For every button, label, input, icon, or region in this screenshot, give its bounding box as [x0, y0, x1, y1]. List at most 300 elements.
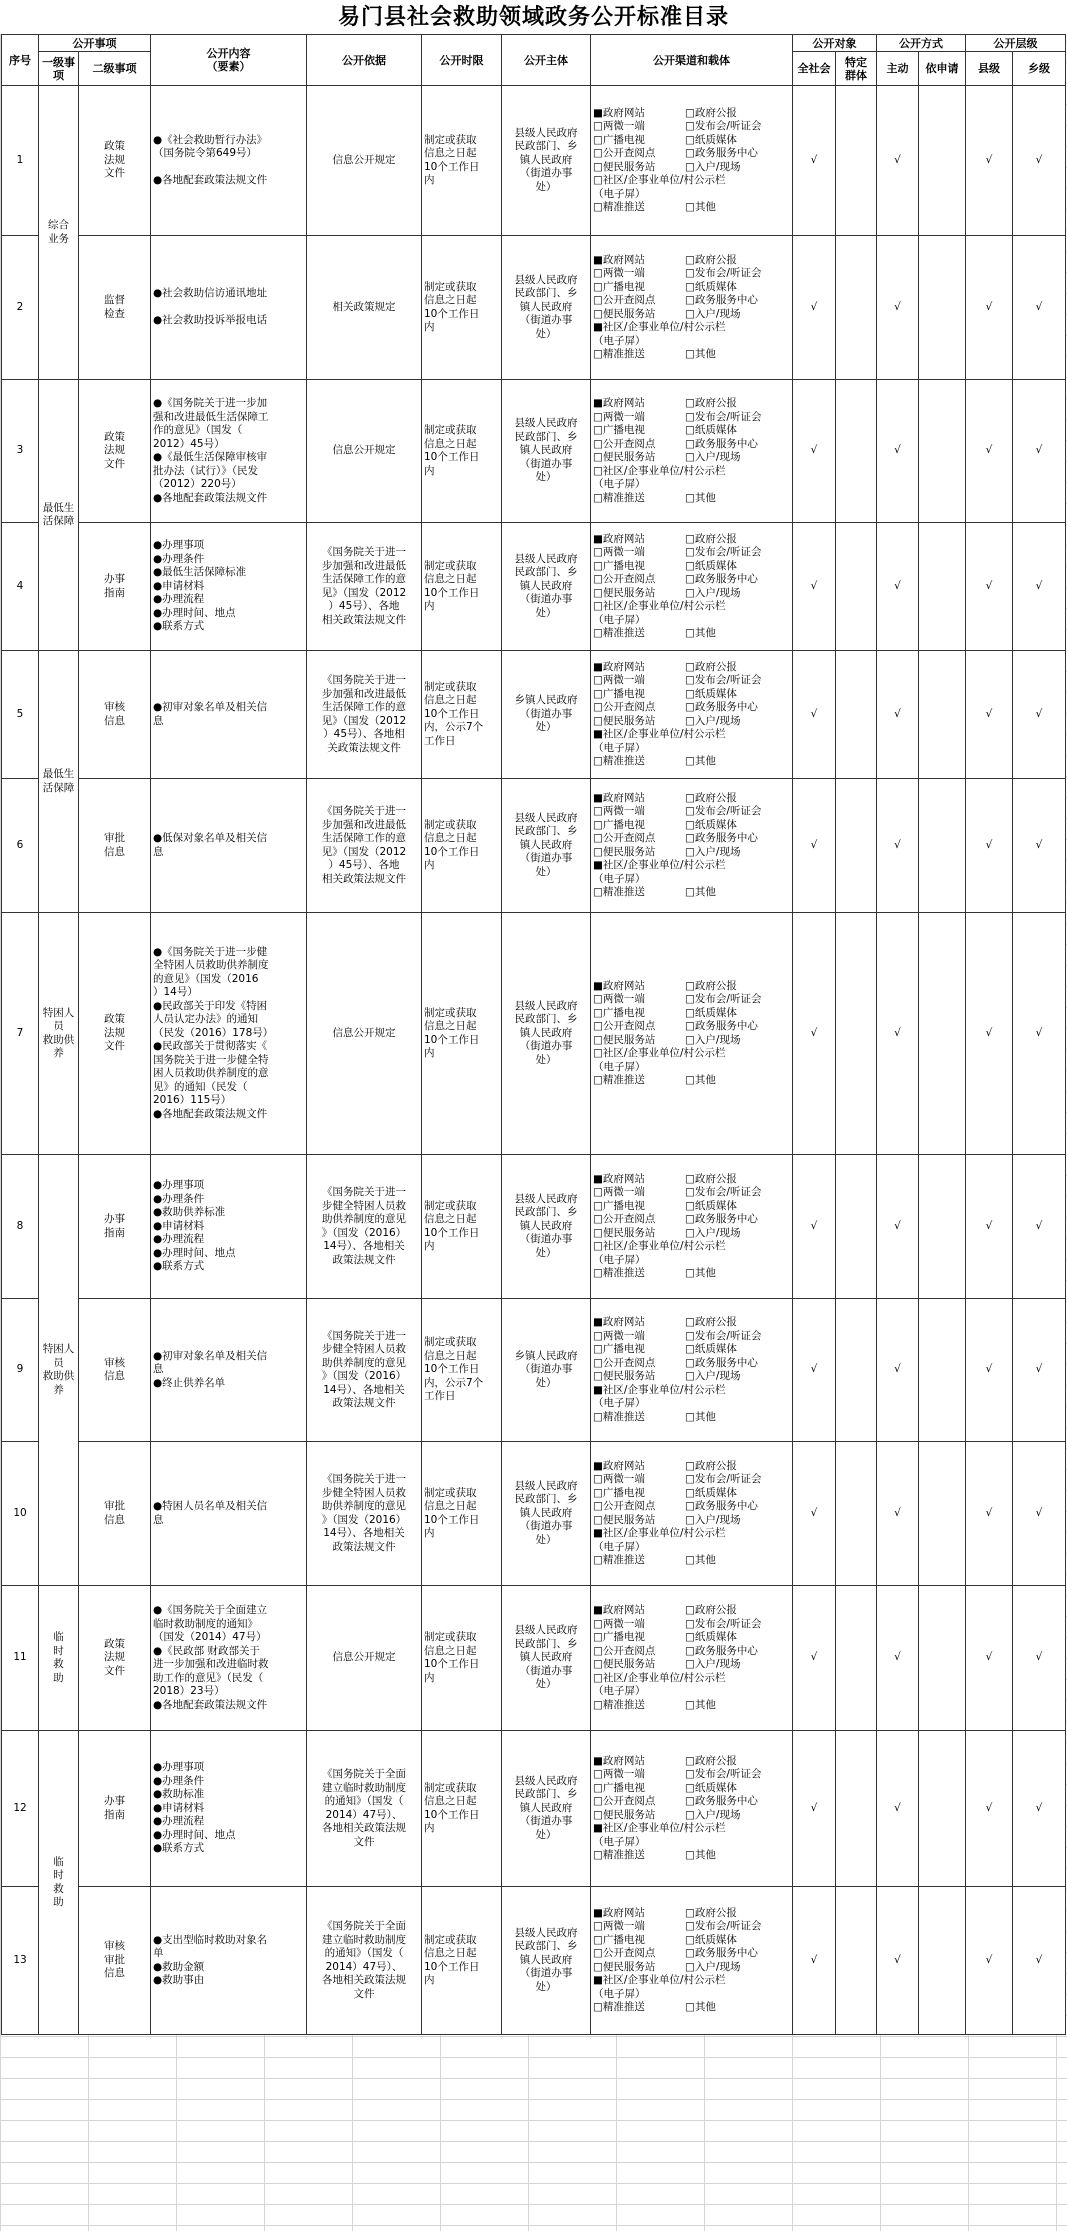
checked-box-icon: ■ [593, 253, 603, 266]
basis-cell: 《国务院关于进一 步健全特困人员救 助供养制度的意见 》（国发（2016） 14号）、各地相关 政策法规文件 [307, 1442, 422, 1586]
check-target-specific [836, 86, 877, 236]
channel-slot [685, 1074, 716, 1088]
channel-slot [593, 120, 685, 134]
channel-label: 两微一端 [602, 1329, 645, 1342]
channel-slot [593, 267, 685, 281]
empty-box-icon: □ [593, 437, 603, 450]
check-target-specific [836, 1586, 877, 1731]
check-level-township: √ [1013, 1586, 1066, 1731]
channel-two-wei [593, 1330, 645, 1342]
channel-paper [685, 1782, 737, 1794]
empty-box-icon: □ [593, 1960, 603, 1973]
empty-box-icon: □ [685, 1768, 695, 1780]
channel-label: 纸质媒体 [694, 280, 737, 293]
channel-slot [685, 546, 761, 560]
level2-cell: 审核 审批 信息 [79, 1887, 151, 2035]
channel-slot [593, 1007, 685, 1021]
channel-label: 政府网站 [602, 660, 645, 673]
contents-cell: ●支出型临时救助对象名 单 ●救助金额 ●救助事由 [151, 1887, 307, 2035]
channel-label: 发布会/听证会 [694, 410, 762, 423]
channel-slot [593, 1227, 685, 1241]
header-mode-request: 依申请 [919, 52, 966, 86]
channel-label: 政府公报 [694, 106, 737, 119]
channel-slot [593, 792, 685, 806]
channels-cell [591, 651, 793, 779]
empty-box-icon: □ [593, 1226, 603, 1239]
check-mode-request [919, 1299, 966, 1442]
empty-box-icon: □ [685, 1644, 695, 1657]
channel-line [593, 1213, 790, 1227]
empty-box-icon: □ [685, 1617, 695, 1630]
check-target-all: √ [793, 86, 836, 236]
channel-label: 公开查阅点 [602, 701, 656, 713]
channel-service-center [685, 294, 758, 306]
empty-box-icon: □ [685, 1343, 695, 1355]
channel-line [593, 792, 790, 806]
channel-label: 政府网站 [602, 791, 645, 804]
level2-cell: 办事 指南 [79, 1155, 151, 1299]
channel-label: 纸质媒体 [694, 424, 737, 436]
check-target-all: √ [793, 913, 836, 1155]
channel-label: 政务服务中心 [694, 1356, 758, 1369]
channel-line [593, 715, 790, 729]
channel-line [593, 335, 790, 349]
channel-slot [593, 2001, 685, 2015]
channel-label: 广播电视 [602, 1781, 645, 1794]
channel-label: 政府公报 [694, 1754, 737, 1767]
channel-label: 发布会/听证会 [694, 1920, 762, 1932]
empty-box-icon: □ [593, 1213, 603, 1225]
channel-paper [685, 281, 737, 293]
check-level-township: √ [1013, 779, 1066, 913]
channel-gazette [685, 1604, 737, 1616]
channel-broadcast [593, 1631, 645, 1643]
contents-cell: ●低保对象名单及相关信 息 [151, 779, 307, 913]
channel-query [593, 1645, 655, 1657]
basis-cell: 信息公开规定 [307, 913, 422, 1155]
channel-slot [593, 993, 685, 1007]
channel-label: 精准推送 [602, 201, 645, 213]
subject-cell: 县级人民政府 民政部门、乡 镇人民政府 （街道办事 处） [502, 779, 591, 913]
check-mode-active: √ [877, 1299, 919, 1442]
channel-service-station [593, 1227, 655, 1239]
channel-label: 政务服务中心 [694, 437, 758, 450]
channel-label: 精准推送 [602, 1410, 645, 1423]
channel-slot [685, 1658, 740, 1672]
check-target-all: √ [793, 779, 836, 913]
channel-slot [593, 755, 685, 769]
channel-gazette [685, 533, 737, 545]
channel-label: 政府公报 [694, 532, 737, 545]
table-row [2, 1887, 1066, 2035]
empty-box-icon: □ [685, 1033, 695, 1046]
channel-push [593, 492, 645, 504]
channel-label: 公开查阅点 [602, 573, 656, 585]
channel-line [593, 1343, 790, 1357]
empty-box-icon: □ [685, 424, 695, 436]
channel-door [685, 1961, 740, 1973]
channel-press [685, 993, 761, 1005]
channel-line [593, 147, 790, 161]
channel-other [685, 1849, 716, 1861]
check-mode-request [919, 1442, 966, 1586]
channel-label: 其他 [694, 2001, 716, 2013]
time-cell: 制定或获取 信息之日起 10个工作日 内 [422, 1442, 502, 1586]
channel-slot [593, 1836, 646, 1850]
channel-label: 两微一端 [602, 1473, 645, 1485]
channel-label: 广播电视 [602, 133, 645, 146]
empty-box-icon: □ [685, 1020, 695, 1032]
empty-box-icon: □ [593, 1033, 603, 1046]
empty-box-icon: □ [685, 1356, 695, 1369]
table-row [2, 1299, 1066, 1442]
channel-slot [593, 1500, 685, 1514]
channel-label: 纸质媒体 [694, 1781, 737, 1794]
subject-cell: 县级人民政府 民政部门、乡 镇人民政府 （街道办事 处） [502, 1731, 591, 1887]
channel-label: 入户/现场 [694, 160, 741, 173]
seq-cell: 5 [2, 651, 39, 779]
channel-label: 入户/现场 [694, 1658, 741, 1670]
channel-query [593, 1795, 655, 1807]
channel-line [593, 980, 790, 994]
channel-line [593, 1500, 790, 1514]
channel-gov-site [593, 533, 645, 545]
empty-box-icon: □ [685, 133, 695, 146]
empty-box-icon: □ [593, 424, 603, 436]
channel-slot [593, 1658, 685, 1672]
channel-label: 社区/企事业单位/村公示栏 [602, 600, 726, 612]
channel-label: 纸质媒体 [694, 1933, 737, 1946]
channel-slot [593, 438, 685, 452]
channel-slot [685, 1200, 737, 1214]
check-target-specific [836, 651, 877, 779]
channel-label: 其他 [694, 1267, 716, 1279]
channel-press [685, 1330, 761, 1342]
channel-label: 政府网站 [602, 1172, 645, 1185]
empty-box-icon: □ [685, 532, 695, 545]
time-cell: 制定或获取 信息之日起 10个工作日 内 [422, 236, 502, 380]
channel-slot [685, 1809, 740, 1823]
channel-slot [685, 1631, 737, 1645]
checked-box-icon: ■ [593, 979, 603, 992]
channel-slot [685, 1849, 716, 1863]
channel-gov-site [593, 792, 645, 804]
channel-press [685, 674, 761, 686]
empty-box-icon: □ [593, 491, 603, 504]
empty-box-icon: □ [685, 1795, 695, 1807]
level2-cell: 监督 检查 [79, 236, 151, 380]
check-level-county: √ [966, 913, 1013, 1155]
channel-label: 政务服务中心 [694, 1795, 758, 1807]
contents-cell: ●办理事项 ●办理条件 ●救助标准 ●申请材料 ●办理流程 ●办理时间、地点 ●联系方式 [151, 1731, 307, 1887]
empty-box-icon: □ [685, 660, 695, 673]
channel-label: 纸质媒体 [694, 818, 737, 831]
empty-box-icon: □ [593, 464, 603, 477]
channel-slot [593, 1527, 726, 1541]
channel-slot [593, 1554, 685, 1568]
channel-slot [685, 1330, 761, 1344]
empty-box-icon: □ [685, 714, 695, 727]
channels-cell [591, 913, 793, 1155]
header-level: 公开层级 [966, 35, 1066, 52]
empty-box-icon: □ [685, 160, 695, 173]
channel-label: 纸质媒体 [694, 1343, 737, 1355]
subject-cell: 乡镇人民政府 （街道办事 处） [502, 1299, 591, 1442]
empty-box-icon: □ [593, 627, 603, 639]
channel-label: 政府公报 [694, 1172, 737, 1185]
channel-label: 社区/企事业单位/村公示栏 [602, 321, 726, 333]
channel-label: 政务服务中心 [694, 1213, 758, 1225]
channel-label: 其他 [694, 1554, 716, 1566]
channel-slot [593, 254, 685, 268]
time-cell: 制定或获取 信息之日起 10个工作日 内 [422, 1731, 502, 1887]
channel-slot [593, 1782, 685, 1796]
channel-press [685, 1618, 761, 1630]
empty-box-icon: □ [685, 1186, 695, 1198]
empty-box-icon: □ [685, 1513, 695, 1526]
channel-label: 政务服务中心 [694, 573, 758, 585]
channel-label: 社区/企事业单位/村公示栏 [602, 1974, 726, 1986]
channel-line [593, 451, 790, 465]
level2-cell: 政策 法规 文件 [79, 1586, 151, 1731]
contents-cell: ●社会救助信访通讯地址 ●社会救助投诉举报电话 [151, 236, 307, 380]
channel-slot [593, 832, 685, 846]
empty-box-icon: □ [685, 1754, 695, 1767]
channel-service-center [685, 1500, 758, 1512]
channel-slot [685, 1934, 737, 1948]
time-cell: 制定或获取 信息之日起 10个工作日 内 [422, 86, 502, 236]
channel-line [593, 1074, 790, 1088]
check-level-county: √ [966, 1731, 1013, 1887]
channel-slot [593, 533, 685, 547]
channel-other [685, 348, 716, 360]
empty-box-icon: □ [593, 410, 603, 423]
channel-screen-note: （电子屏） [593, 1987, 646, 2000]
channel-two-wei [593, 993, 645, 1005]
empty-box-icon: □ [593, 1698, 603, 1711]
channel-label: 便民服务站 [602, 1808, 656, 1821]
time-cell: 制定或获取 信息之日起 10个工作日 内 [422, 1586, 502, 1731]
channel-line [593, 600, 790, 614]
channel-slot [593, 600, 726, 614]
header-basis: 公开依据 [307, 35, 422, 86]
empty-box-icon: □ [593, 1933, 603, 1946]
level2-cell: 办事 指南 [79, 1731, 151, 1887]
channel-slot [685, 1500, 758, 1514]
channel-label: 精准推送 [602, 627, 645, 639]
channel-line [593, 424, 790, 438]
channel-label: 广播电视 [602, 1199, 645, 1212]
channel-slot [685, 161, 740, 175]
check-target-all: √ [793, 651, 836, 779]
channels-cell [591, 779, 793, 913]
channel-slot [685, 1186, 761, 1200]
channel-line [593, 614, 790, 628]
check-mode-active: √ [877, 779, 919, 913]
channel-community [593, 859, 726, 871]
channel-line [593, 1988, 790, 2002]
channel-slot [685, 492, 716, 506]
channel-slot [685, 1604, 737, 1618]
channel-slot [593, 1618, 685, 1632]
empty-box-icon: □ [593, 1240, 603, 1252]
channel-line [593, 1672, 790, 1686]
subject-cell: 县级人民政府 民政部门、乡 镇人民政府 （街道办事 处） [502, 1442, 591, 1586]
channel-two-wei [593, 411, 645, 423]
channel-service-station [593, 1809, 655, 1821]
empty-box-icon: □ [685, 1920, 695, 1932]
check-level-county: √ [966, 1442, 1013, 1586]
empty-box-icon: □ [593, 1500, 603, 1512]
empty-box-icon: □ [685, 979, 695, 992]
check-target-specific [836, 1155, 877, 1299]
channel-line [593, 492, 790, 506]
channel-slot [593, 1330, 685, 1344]
channel-label: 纸质媒体 [694, 1486, 737, 1499]
channel-line [593, 1755, 790, 1769]
channel-slot [593, 674, 685, 688]
channel-press [685, 1473, 761, 1485]
time-cell: 制定或获取 信息之日起 10个工作日 内 [422, 1887, 502, 2035]
check-mode-request [919, 1887, 966, 2035]
channel-label: 其他 [694, 755, 716, 767]
channel-slot [685, 281, 737, 295]
check-level-township: √ [1013, 1731, 1066, 1887]
channel-broadcast [593, 1934, 645, 1946]
channel-door [685, 1809, 740, 1821]
channel-slot [593, 1186, 685, 1200]
empty-box-icon: □ [685, 1554, 695, 1566]
channel-line [593, 832, 790, 846]
checked-box-icon: ■ [593, 321, 603, 333]
table-row [2, 236, 1066, 380]
channel-line [593, 1645, 790, 1659]
channel-paper [685, 560, 737, 572]
channel-community [593, 1527, 726, 1539]
channel-gazette [685, 107, 737, 119]
channel-other [685, 1699, 716, 1711]
channel-line [593, 1370, 790, 1384]
check-level-county: √ [966, 1887, 1013, 2035]
channel-label: 公开查阅点 [602, 437, 656, 450]
seq-cell: 10 [2, 1442, 39, 1586]
channel-label: 精准推送 [602, 1267, 645, 1279]
channels-cell [591, 236, 793, 380]
header-level2: 二级事项 [79, 52, 151, 86]
channel-slot [593, 1200, 685, 1214]
channel-broadcast [593, 1200, 645, 1212]
channel-label: 其他 [694, 1074, 716, 1086]
channel-line [593, 294, 790, 308]
empty-box-icon: □ [685, 1267, 695, 1279]
check-level-county: √ [966, 1155, 1013, 1299]
channel-slot [685, 1618, 761, 1632]
empty-box-icon: □ [593, 1410, 603, 1423]
channel-line [593, 587, 790, 601]
empty-box-icon: □ [685, 1933, 695, 1946]
channel-label: 广播电视 [602, 559, 645, 572]
seq-cell: 12 [2, 1731, 39, 1887]
empty-box-icon: □ [685, 674, 695, 686]
channel-line [593, 1267, 790, 1281]
check-mode-active: √ [877, 523, 919, 651]
channel-line [593, 1920, 790, 1934]
contents-cell: ●《国务院关于进一步加 强和改进最低生活保障工 作的意见》（国发（ 2012）45号） ●《最低生活保障审核审 批办法（试行）》（民发 （2012）220号） ●各地配套政策法规文件 [151, 380, 307, 523]
empty-box-icon: □ [593, 1186, 603, 1198]
check-level-township: √ [1013, 1299, 1066, 1442]
contents-cell: ●《国务院关于进一步健 全特困人员救助供养制度 的意见》（国发（2016 ）14号） ●民政部关于印发《特困 人员认定办法》的通知 （民发（2016）178号） ●民政部关于贯彻落实《 国务院关于进一步健全特 困人员救助供养制度的意 见》的通知（民发（ 2016）115号） ●各地配套政策法规文件 [151, 913, 307, 1155]
empty-box-icon: □ [685, 1459, 695, 1472]
time-cell: 制定或获取 信息之日起 10个工作日 内，公示7个 工作日 [422, 1299, 502, 1442]
empty-box-icon: □ [685, 886, 695, 898]
header-level-township: 乡级 [1013, 52, 1066, 86]
channel-gov-site [593, 254, 645, 266]
channel-label: 两微一端 [602, 674, 645, 686]
empty-box-icon: □ [685, 1410, 695, 1423]
empty-box-icon: □ [685, 1370, 695, 1382]
empty-box-icon: □ [593, 818, 603, 831]
check-mode-request [919, 779, 966, 913]
channel-two-wei [593, 120, 645, 132]
check-mode-request [919, 86, 966, 236]
channel-slot [685, 348, 716, 362]
channels-cell [591, 1586, 793, 1731]
empty-box-icon: □ [593, 1920, 603, 1932]
seq-cell: 8 [2, 1155, 39, 1299]
channel-community [593, 174, 726, 186]
check-target-all: √ [793, 1586, 836, 1731]
channel-paper [685, 1343, 737, 1355]
channel-slot [685, 1961, 740, 1975]
checked-box-icon: ■ [593, 1527, 603, 1539]
channel-label: 其他 [694, 201, 716, 213]
channel-slot [593, 846, 685, 860]
channel-slot [685, 674, 761, 688]
check-level-county: √ [966, 380, 1013, 523]
empty-box-icon: □ [685, 1006, 695, 1019]
channel-slot [685, 1370, 740, 1384]
channel-label: 其他 [694, 886, 716, 898]
channels-cell [591, 523, 793, 651]
channel-slot [593, 174, 726, 188]
empty-box-icon: □ [685, 1329, 695, 1342]
channel-label: 入户/现场 [694, 1808, 741, 1821]
channel-slot [685, 1554, 716, 1568]
contents-cell: ●办理事项 ●办理条件 ●救助供养标准 ●申请材料 ●办理流程 ●办理时间、地点 ●联系方式 [151, 1155, 307, 1299]
channel-label: 社区/企事业单位/村公示栏 [602, 464, 726, 477]
catalog-table [1, 34, 1066, 2035]
channel-line [593, 742, 790, 756]
channel-gazette [685, 1460, 737, 1472]
channel-slot [593, 424, 685, 438]
channel-broadcast [593, 281, 645, 293]
channel-line [593, 661, 790, 675]
empty-box-icon: □ [685, 791, 695, 804]
channel-label: 公开查阅点 [602, 1500, 656, 1512]
channel-label: 政府公报 [694, 1604, 737, 1616]
channel-slot [593, 1822, 726, 1836]
channel-push [593, 348, 645, 360]
subject-cell: 县级人民政府 民政部门、乡 镇人民政府 （街道办事 处） [502, 913, 591, 1155]
header-level1: 一级事项 [39, 52, 79, 86]
channel-label: 公开查阅点 [602, 1947, 656, 1959]
channel-label: 其他 [694, 1849, 716, 1861]
channel-push [593, 1267, 645, 1279]
time-cell: 制定或获取 信息之日起 10个工作日 内 [422, 779, 502, 913]
time-cell: 制定或获取 信息之日起 10个工作日 内 [422, 523, 502, 651]
channel-label: 公开查阅点 [602, 1356, 656, 1369]
empty-box-icon: □ [685, 818, 695, 831]
